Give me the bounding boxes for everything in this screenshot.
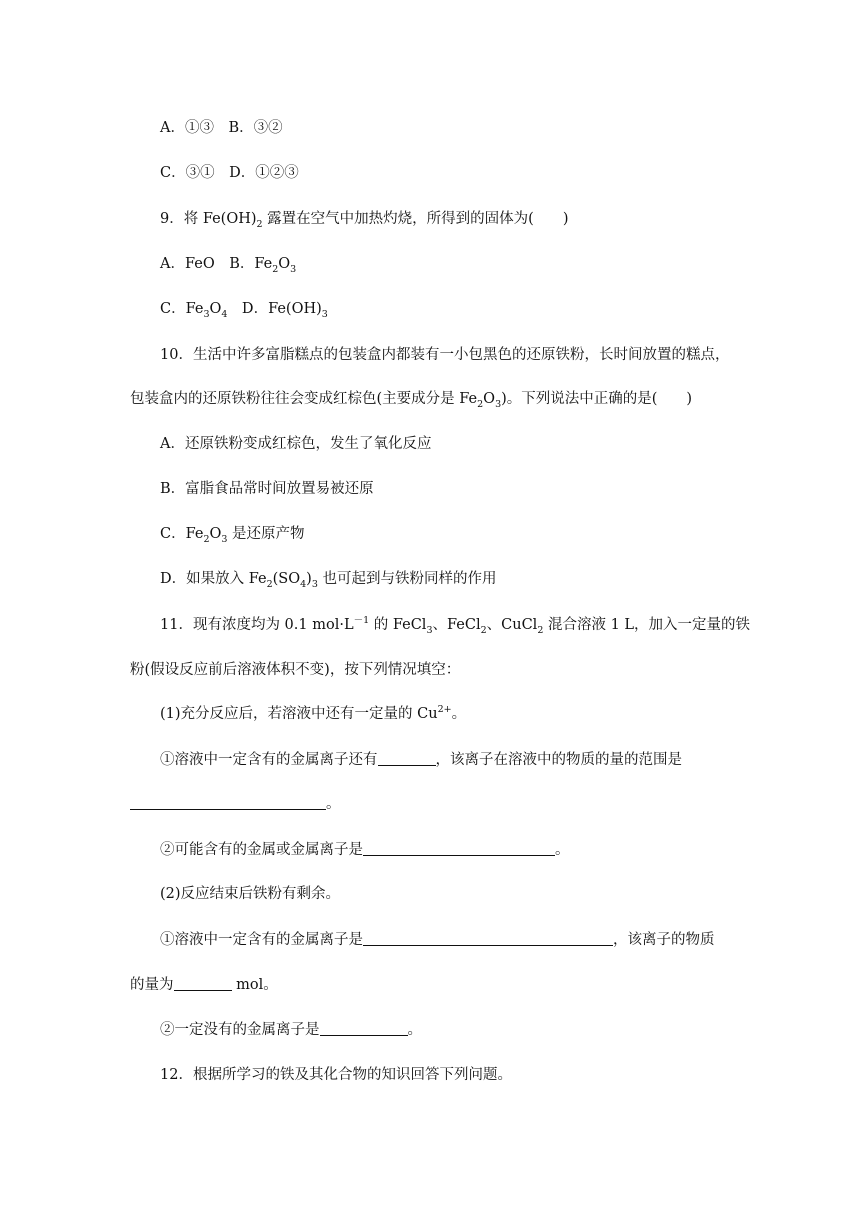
q11-part1-question2: ②可能含有的金属或金属离子是 。 [160, 842, 570, 858]
q11-part2-question1-cont: 的量为 mol。 [130, 977, 278, 993]
q12-stem: 12．根据所学习的铁及其化合物的知识回答下列问题。 [160, 1067, 512, 1083]
q9-option-line-1: A．FeO B．$Fe_2O_3$ [160, 256, 297, 275]
q10-option-c: C．$Fe_2O_3$ 是还原产物 [160, 526, 305, 545]
q10-option-a: A．还原铁粉变成红棕色，发生了氧化反应 [160, 436, 432, 452]
q10-option-d: D．如果放入 $Fe_2(SO_4)_3$ 也可起到与铁粉同样的作用 [160, 571, 497, 590]
q11-part2-heading: (2)反应结束后铁粉有剩余。 [160, 886, 341, 902]
q8-option-line-1: A．①③ B．③② [160, 120, 283, 136]
answer-blank [363, 841, 555, 856]
q11-part1-question1-cont: 。 [130, 794, 341, 814]
q9-stem: 9．将 $Fe(OH)_2$ 露置在空气中加热灼烧，所得到的固体为( ) [160, 211, 569, 230]
answer-blank [130, 795, 326, 810]
q11-stem-line-2: 粉(假设反应前后溶液体积不变)，按下列情况填空： [130, 662, 461, 678]
q9-option-line-2: C．$Fe_3O_4$ D．$Fe(OH)_3$ [160, 301, 328, 320]
q11-part2-question1: ①溶液中一定含有的金属离子是 ，该离子的物质 [160, 932, 715, 948]
answer-blank [320, 1021, 408, 1036]
q10-stem-line-1: 10．生活中许多富脂糕点的包装盒内都装有一小包黑色的还原铁粉，长时间放置的糕点， [160, 347, 730, 363]
answer-blank [174, 976, 232, 991]
q11-stem-line-1: 11．现有浓度均为 0.1 $mol\cdot L^{-1}$ 的 FeCl$_3$、FeCl$_2$、CuCl$_2$ 混合溶液 1 L，加入一定量的铁 [160, 615, 751, 636]
answer-blank [378, 751, 436, 766]
q11-part1-heading: (1)充分反应后，若溶液中还有一定量的 $Cu^{2+}$。 [160, 704, 467, 722]
q8-option-line-2: C．③① D．①②③ [160, 165, 299, 181]
q10-option-b: B．富脂食品常时间放置易被还原 [160, 481, 374, 497]
q11-part2-question2: ②一定没有的金属离子是 。 [160, 1022, 422, 1038]
q11-part1-question1: ①溶液中一定含有的金属离子还有 ，该离子在溶液中的物质的量的范围是 [160, 752, 682, 768]
answer-blank [363, 931, 613, 946]
q10-stem-line-2: 包装盒内的还原铁粉往往会变成红棕色(主要成分是 $Fe_2O_3$)。下列说法中正确的是( ) [130, 391, 693, 410]
